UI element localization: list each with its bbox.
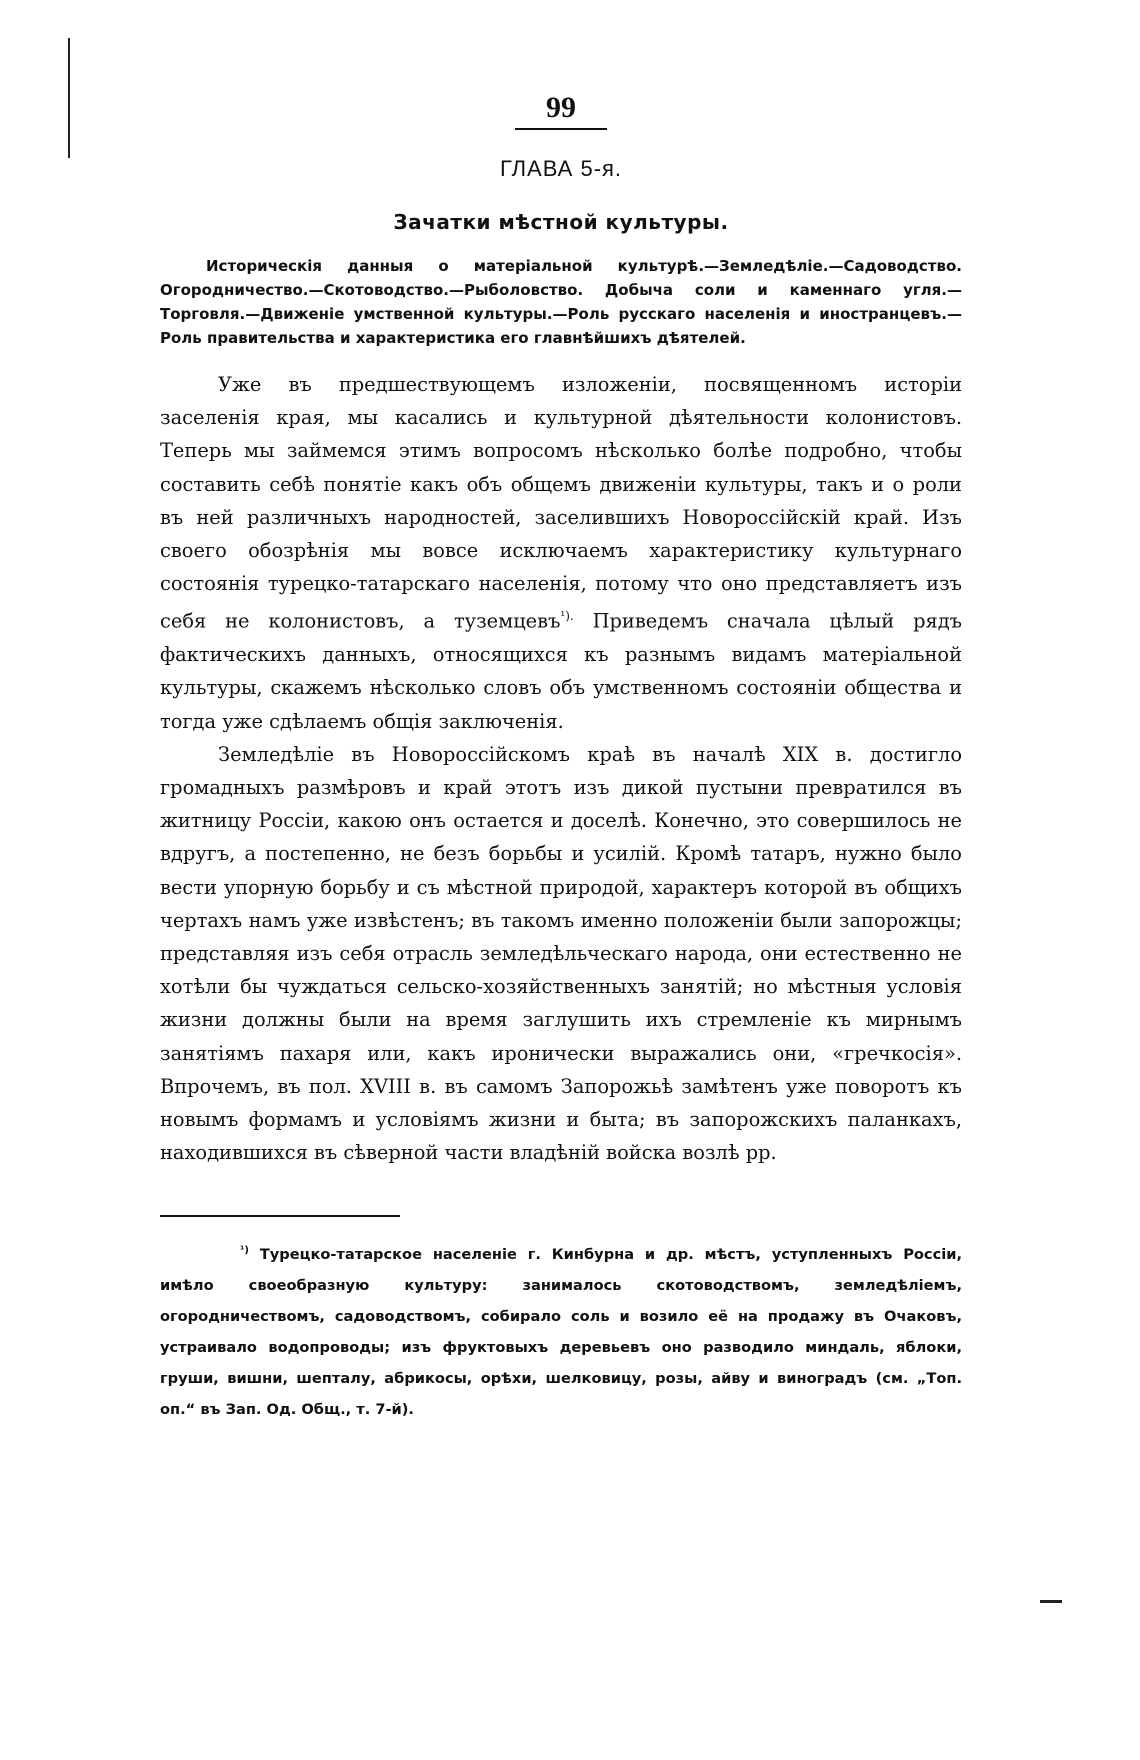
footnote-rule bbox=[160, 1215, 400, 1217]
footnote bbox=[160, 1235, 962, 1425]
footnote-reference: ¹). bbox=[560, 609, 574, 624]
chapter-summary: Историческія данныя о матеріальной культурѣ.—Земледѣліе.—Садоводство. Огородничество.—Скотоводство.—Рыболовство. Добыча соли и каменнаго угля.—Торговля.—Движеніе умственной культуры.—Роль русскаго населенія и иностранцевъ.—Роль правительства и характеристика его главнѣйшихъ дѣятелей. bbox=[160, 257, 962, 347]
paragraph-intro bbox=[160, 368, 962, 738]
section-title: Зачатки мѣстной культуры. bbox=[393, 210, 729, 234]
footnote-text: Турецко-татарское населеніе г. Кинбурна и др. мѣстъ, уступленныхъ Россіи, имѣло своеобразную культуру: занималось скотоводствомъ, земледѣліемъ, огородничествомъ, садоводствомъ, собирало соль и возило её на продажу въ Очаковъ, устраивало водопроводы; изъ фруктовыхъ деревьевъ оно разводило миндаль, яблоки, груши, вишни, шепталу, абрикосы, орѣхи, шелковицу, розы, айву и виноградъ (см. „Топ. оп.“ въ Зап. Од. Общ., т. 7-й). bbox=[160, 1246, 962, 1419]
footnote-mark: ¹) bbox=[240, 1245, 249, 1257]
page-number: 99 bbox=[546, 91, 576, 124]
page-number-rule bbox=[515, 128, 607, 130]
chapter-title: ГЛАВА 5-я. bbox=[499, 156, 623, 181]
paragraph-agriculture: Земледѣліе въ Новороссійскомъ краѣ въ началѣ XIX в. достигло громадныхъ размѣровъ и край этотъ изъ дикой пустыни превратился въ житницу Россіи, какою онъ остается и доселѣ. Конечно, это совершилось не вдругъ, а постепенно, не безъ борьбы и усилій. Кромѣ татаръ, нужно было вести упорную борьбу и съ мѣстной природой, характеръ которой въ общихъ чертахъ намъ уже извѣстенъ; въ такомъ именно положеніи были запорожцы; представляя изъ себя отрасль земледѣльческаго народа, они естественно не хотѣли бы чуждаться сельско-хозяйственныхъ занятій; но мѣстныя условія жизни должны были на время заглушить ихъ стремленіе къ мирнымъ занятіямъ пахаря или, какъ иронически выражались они, «гречкосія». Впрочемъ, въ пол. XVIII в. въ самомъ Запорожьѣ замѣтенъ уже поворотъ къ новымъ формамъ и условіямъ жизни и быта; въ запорожскихъ паланкахъ, находившихся въ сѣверной части владѣній войска возлѣ рр. bbox=[160, 742, 962, 1165]
paragraph-intro-end: Приведемъ сначала цѣлый рядъ фактическихъ данныхъ, относящихся къ разнымъ видамъ матеріальной культуры, скажемъ нѣсколько словъ объ умственномъ состояніи общества и тогда уже сдѣлаемъ общія заключенія. bbox=[160, 609, 962, 733]
paragraph-intro-start: Уже въ предшествующемъ изложеніи, посвященномъ исторіи заселенія края, мы касались и культурной дѣятельности колонистовъ. Теперь мы займемся этимъ вопросомъ нѣсколько болѣе подробно, чтобы составить себѣ понятіе какъ объ общемъ движеніи культуры, такъ и о роли въ ней различныхъ народностей, заселившихъ Новороссійскій край. Изъ своего обозрѣнія мы вовсе исключаемъ характеристику культурнаго состоянія турецко-татарскаго населенія, потому что оно представляетъ изъ себя не колонистовъ, а туземцевъ bbox=[160, 373, 962, 633]
book-page bbox=[160, 90, 962, 1425]
scan-edge-mark bbox=[68, 38, 70, 158]
scan-dash-mark bbox=[1040, 1600, 1062, 1603]
